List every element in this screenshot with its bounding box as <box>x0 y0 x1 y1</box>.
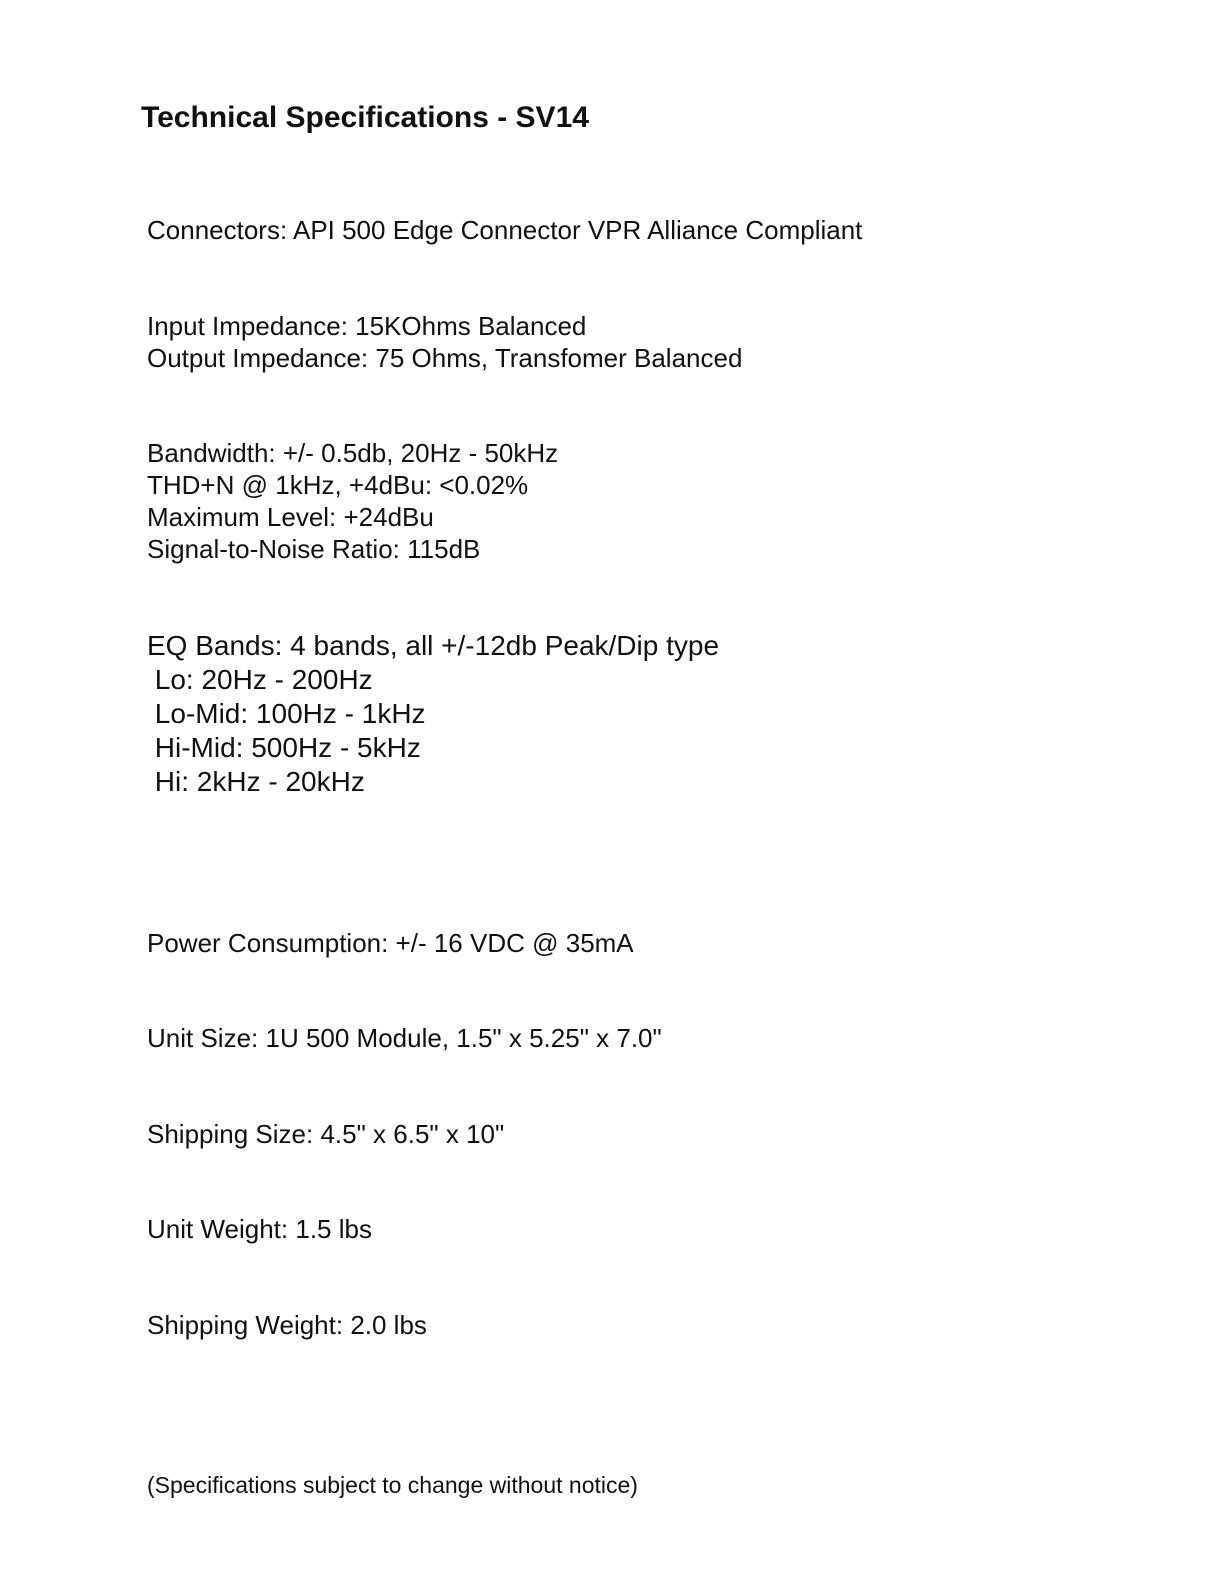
eq-bands-heading: EQ Bands: 4 bands, all +/-12db Peak/Dip type <box>147 630 720 661</box>
max-level-spec: Maximum Level: +24dBu <box>147 502 434 532</box>
input-impedance-spec: Input Impedance: 15KOhms Balanced <box>147 311 587 341</box>
eq-band-hi-mid: Hi-Mid: 500Hz - 5kHz <box>147 732 421 763</box>
page-title: Technical Specifications - SV14 <box>141 101 589 134</box>
shipping-size-spec: Shipping Size: 4.5" x 6.5" x 10" <box>147 1119 505 1149</box>
eq-band-lo: Lo: 20Hz - 200Hz <box>147 664 373 695</box>
bandwidth-spec: Bandwidth: +/- 0.5db, 20Hz - 50kHz <box>147 438 559 468</box>
output-impedance-spec: Output Impedance: 75 Ohms, Transfomer Balanced <box>147 343 743 373</box>
unit-weight-spec: Unit Weight: 1.5 lbs <box>147 1214 372 1244</box>
power-consumption-spec: Power Consumption: +/- 16 VDC @ 35mA <box>147 928 634 958</box>
unit-size-spec: Unit Size: 1U 500 Module, 1.5" x 5.25" x 7.0" <box>147 1023 662 1053</box>
connectors-spec: Connectors: API 500 Edge Connector VPR Alliance Compliant <box>147 215 863 245</box>
disclaimer-note: (Specifications subject to change without notice) <box>147 1472 638 1498</box>
snr-spec: Signal-to-Noise Ratio: 115dB <box>147 534 481 564</box>
eq-band-hi: Hi: 2kHz - 20kHz <box>147 766 365 797</box>
eq-band-lo-mid: Lo-Mid: 100Hz - 1kHz <box>147 698 426 729</box>
shipping-weight-spec: Shipping Weight: 2.0 lbs <box>147 1310 427 1340</box>
thd-spec: THD+N @ 1kHz, +4dBu: <0.02% <box>147 470 529 500</box>
